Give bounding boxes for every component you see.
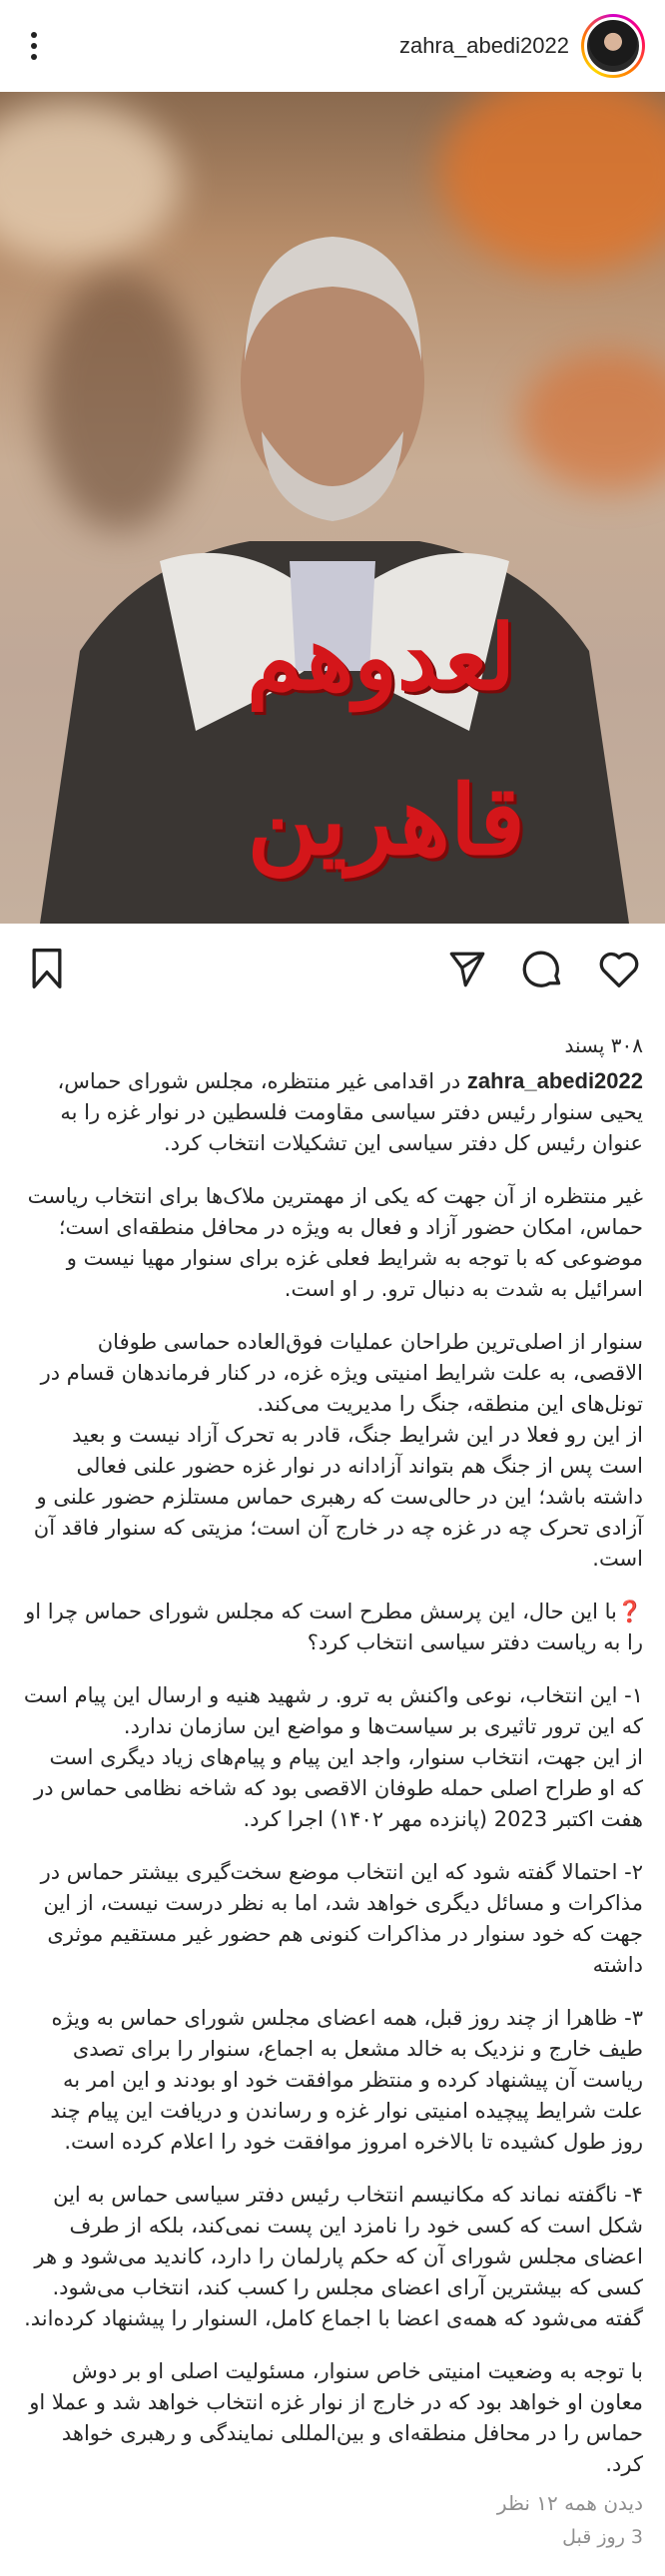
avatar-story-ring[interactable] <box>581 14 645 78</box>
caption-paragraph: غیر منتظره از آن جهت که یکی از مهمترین ملاک‌ها برای انتخاب ریاست حماس، امکان حضور آزاد و فعال به ویژه در محافل منطقه‌ای است؛ موضوعی که با توجه به شرایط فعلی غزه برای سنوار مهیا نیست و اسرائیل به شدت به دنبال ترو. ر او است. <box>27 1184 643 1301</box>
caption-username[interactable]: zahra_abedi2022 <box>466 1068 643 1093</box>
bookmark-icon[interactable] <box>30 947 64 990</box>
post-caption <box>22 1065 643 2480</box>
caption-paragraph: ۳- ظاهرا از چند روز قبل، همه اعضای مجلس شورای حماس به ویژه طیف خارج و نزدیک به خالد مشعل به اجماع، سنوار را برای تصدی ریاست آن پیشنهاد کرده و منتظر موافقت خود او بودند و این امر به علت شرایط پیچیده امنیتی نوار غزه و رساندن و دریافت این پیام چند روز طول کشیده تا بالاخره امروز موافقت خود را اعلام کرده است. <box>50 2006 643 2154</box>
caption-paragraph: سنوار از اصلی‌ترین طراحان عملیات فوق‌العاده حماسی طوفان الاقصی، به علت شرایط امنیتی ویژه غزه، در کنار فرماندهان قسام در تونل‌های این منطقه، جنگ را مدیریت می‌کند. از این رو فعلا در این شرایط جنگ، قادر به تحرک آزاد نیست و بعید است پس از جنگ هم بتواند آزادانه در نوار غزه حضور علنی فعالی داشته باشد؛ این در حالی‌ست که رهبری حماس مستلزم حضور علنی و آزادی تحرک چه در غزه چه در خارج آن است؛ مزیتی که سنوار فاقد آن است. <box>33 1330 643 1571</box>
calligraphy-line-2: قاهرين <box>247 764 525 877</box>
post-actions <box>0 944 665 1013</box>
question-mark-icon: ❓ <box>616 1600 643 1623</box>
post-author[interactable] <box>399 14 645 78</box>
heart-icon[interactable] <box>597 950 641 989</box>
calligraphy-line-1: لعدوهم <box>247 605 515 711</box>
username[interactable]: zahra_abedi2022 <box>398 33 569 58</box>
send-icon[interactable] <box>445 949 489 990</box>
caption-intro <box>22 1065 643 1159</box>
post-image[interactable] <box>0 92 665 924</box>
comment-icon[interactable] <box>521 948 565 991</box>
caption-question <box>22 1597 643 1658</box>
view-all-comments-link[interactable]: دیدن همه ۱۲ نظر <box>496 2491 643 2515</box>
caption-paragraph: ۴- ناگفته نماند که مکانیسم انتخاب رئیس دفتر سیاسی حماس به این شکل است که کسی خود را نامزد این پست نمی‌کند، بلکه از طرف اعضای مجلس شورای آن که حکم پارلمان را دارد، کاندید می‌شود و هر کسی که بیشترین آرای اعضای مجلس را کسب کند، انتخاب می‌شود. گفته می‌شود که همه‌ی اعضا با اجماع کامل، السنوار را پیشنهاد کرده‌اند. <box>24 2183 643 2330</box>
caption-question-text: با این حال، این پرسش مطرح است که مجلس شورای حماس چرا او را به ریاست دفتر سیاسی انتخاب کرد؟ <box>25 1600 643 1654</box>
caption-intro-text: در اقدامی غیر منتظره، مجلس شورای حماس، یحیی سنوار رئیس دفتر سیاسی مقاومت فلسطین در نوار غزه را به عنوان رئیس کل دفتر سیاسی این تشکیلات انتخاب کرد. <box>57 1069 643 1155</box>
like-count[interactable]: ۳۰۸ پسند <box>564 1033 643 1057</box>
post-timestamp: 3 روز قبل <box>562 2526 643 2548</box>
caption-paragraph: ۱- این انتخاب، نوعی واکنش به ترو. ر شهید هنیه و ارسال این پیام است که این ترور تاثیری بر سیاست‌ها و مواضع این سازمان ندارد. از این جهت، انتخاب سنوار، واجد این پیام و پیام‌های زیاد دیگری است که او طراح اصلی حمله طوفان الاقصی بود که شاخه نظامی حماس در هفت اکتبر 2023 (پانزده مهر ۱۴۰۲) اجرا کرد. <box>23 1683 643 1831</box>
caption-paragraph: با توجه به وضعیت امنیتی خاص سنوار، مسئولیت اصلی او بر دوش معاون او خواهد بود که در خارج از نوار غزه انتخاب خواهد شد و عملا او حماس را در محافل منطقه‌ای و بین‌المللی نمایندگی و رهبری خواهد کرد. <box>29 2359 643 2476</box>
avatar <box>584 17 642 75</box>
post-details <box>0 1013 665 2576</box>
caption-paragraph: ۲- احتمالا گفته شود که این انتخاب موضع سخت‌گیری بیشتر حماس در مذاکرات و مسائل دیگری خواهد شد، اما به نظر درست نیست، از این جهت که خود سنوار در مذاکرات کنونی هم حضور غیر مستقیم موثری داشته <box>40 1860 643 1977</box>
post-header <box>0 0 665 92</box>
more-vertical-icon[interactable] <box>22 26 46 66</box>
